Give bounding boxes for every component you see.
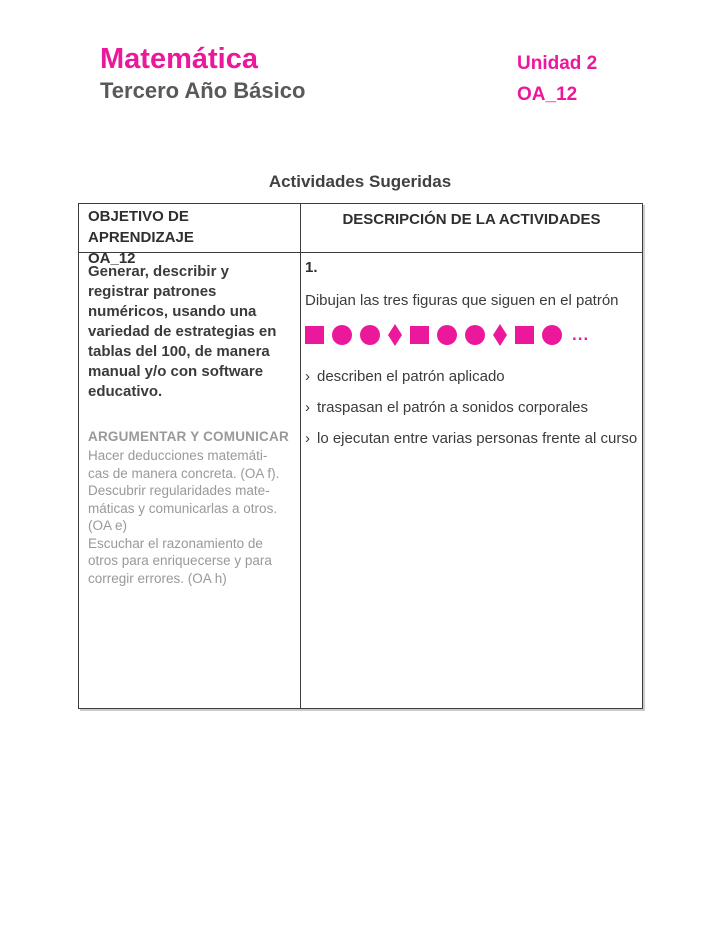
skills-line: Descubrir regularidades mate- (88, 483, 270, 498)
skills-line: Escuchar el razonamiento de (88, 535, 263, 551)
bullet-item (305, 368, 638, 385)
diamond-icon (493, 324, 507, 346)
bullet-text: traspasan el patrón a sonidos corporales (317, 399, 588, 416)
circle-icon (437, 325, 457, 345)
circle-icon (360, 325, 380, 345)
circle-icon (332, 325, 352, 345)
activity-bullets (305, 368, 638, 447)
circle-icon (465, 325, 485, 345)
grade-subtitle: Tercero Año Básico (100, 78, 306, 104)
square-icon (305, 326, 324, 344)
skills-line: máticas y comunicarlas a otros. (88, 500, 278, 516)
oa-code-label: OA_12 (517, 84, 578, 105)
bullet-text: lo ejecutan entre varias personas frente al curso (317, 430, 638, 447)
pattern-ellipsis: ... (572, 325, 590, 344)
bullet-marker-icon: › (305, 430, 310, 447)
table-header-objective-line1: OBJETIVO DE APRENDIZAJE (88, 208, 194, 246)
skills-line: cas de manera concreta. (OA f). (88, 465, 280, 481)
pattern-shapes (305, 323, 638, 347)
activity-intro: Dibujan las tres figuras que siguen en el patrón (305, 292, 619, 309)
skills-block (88, 429, 291, 587)
table-header-objective-line2: OA_12 (88, 250, 136, 267)
square-icon (410, 326, 429, 344)
objective-cell (79, 253, 301, 708)
header-right (517, 53, 597, 106)
skills-heading: ARGUMENTAR Y COMUNICAR (88, 429, 289, 444)
activity-cell (301, 253, 642, 708)
skills-line: Hacer deducciones matemáti- (88, 448, 268, 463)
table-header-objective (79, 204, 301, 267)
circle-icon (542, 325, 562, 345)
unit-label: Unidad 2 (517, 53, 598, 74)
bullet-marker-icon: › (305, 368, 310, 385)
square-icon (515, 326, 534, 344)
bullet-item (305, 399, 638, 416)
table-header-description: DESCRIPCIÓN DE LA ACTIVIDADES (301, 204, 642, 253)
activities-table (78, 203, 643, 709)
bullet-marker-icon: › (305, 399, 310, 416)
header-left (100, 44, 305, 104)
skills-line: otros para enriquecerse y para (88, 553, 272, 568)
section-title: Actividades Sugeridas (268, 172, 452, 191)
skills-line: (OA e) (88, 518, 128, 533)
diamond-icon (388, 324, 402, 346)
bullet-text: describen el patrón aplicado (317, 368, 505, 385)
skills-line: corregir errores. (OA h) (88, 570, 227, 586)
objective-text: Generar, describir y registrar patrones numéricos, usando una variedad de estrategias en tablas del 100, de manera manual y/o con software educativo. (88, 263, 277, 400)
subject-title: Matemática (100, 43, 258, 75)
activity-number: 1. (305, 259, 318, 276)
bullet-item (305, 430, 638, 447)
